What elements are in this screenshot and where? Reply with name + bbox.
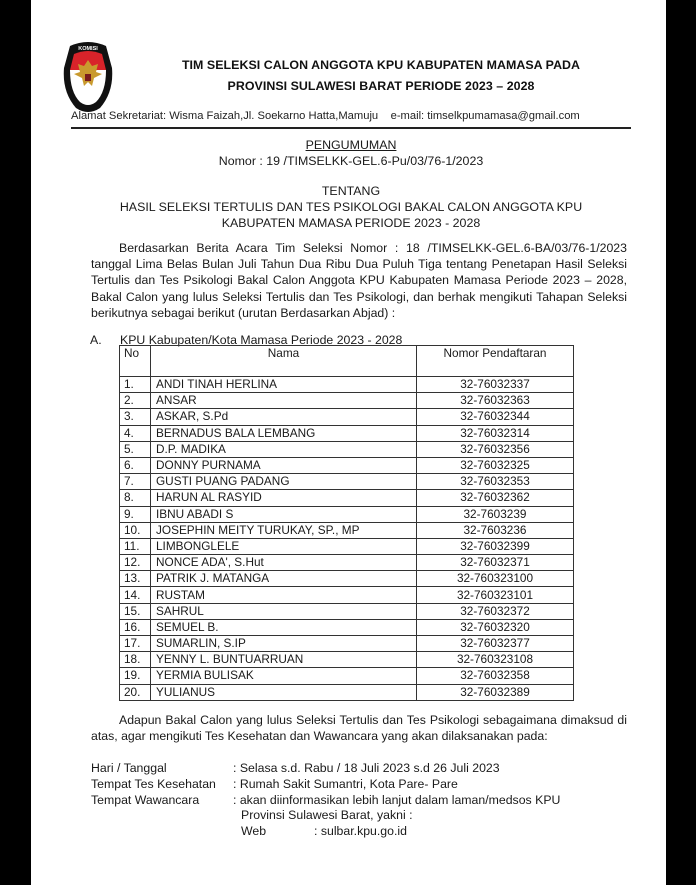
table-row — [120, 587, 574, 603]
registration-number: 32-76032389 — [417, 684, 574, 700]
announcement-subject-block — [71, 183, 631, 231]
table-row — [120, 425, 574, 441]
interview-value: : akan diinformasikan lebih lanjut dalam laman/medsos KPU — [233, 793, 561, 807]
candidate-name: PATRIK J. MATANGA — [151, 571, 417, 587]
health-test-value: : Rumah Sakit Sumantri, Kota Pare- Pare — [233, 777, 458, 791]
row-number: 3. — [120, 409, 151, 425]
table-row — [120, 441, 574, 457]
row-number: 13. — [120, 571, 151, 587]
announcement-heading: PENGUMUMAN — [305, 138, 397, 152]
candidate-name: JOSEPHIN MEITY TURUKAY, SP., MP — [151, 522, 417, 538]
candidate-name: RUSTAM — [151, 587, 417, 603]
web-line — [241, 824, 407, 838]
secretariat-address — [71, 110, 631, 122]
column-header-no: No — [120, 346, 151, 377]
row-number: 11. — [120, 538, 151, 554]
candidate-name: IBNU ABADI S — [151, 506, 417, 522]
web-value[interactable]: : sulbar.kpu.go.id — [314, 824, 407, 838]
letterhead-title — [141, 55, 621, 97]
registration-number: 32-76032358 — [417, 668, 574, 684]
row-number: 20. — [120, 684, 151, 700]
row-number: 19. — [120, 668, 151, 684]
kpu-logo-icon — [60, 40, 116, 116]
registration-number: 32-760323108 — [417, 652, 574, 668]
registration-number: 32-760323100 — [417, 571, 574, 587]
row-number: 8. — [120, 490, 151, 506]
candidate-name: HARUN AL RASYID — [151, 490, 417, 506]
row-number: 10. — [120, 522, 151, 538]
interview-continuation: Provinsi Sulawesi Barat, yakni : — [241, 808, 413, 822]
announcement-number: Nomor : 19 /TIMSELKK-GEL.6-Pu/03/76-1/2023 — [218, 154, 484, 168]
table-row — [120, 522, 574, 538]
table-row — [120, 377, 574, 393]
table-row — [120, 474, 574, 490]
header-divider — [71, 127, 631, 129]
row-number: 7. — [120, 474, 151, 490]
registration-number: 32-76032353 — [417, 474, 574, 490]
table-row — [120, 652, 574, 668]
schedule-health-test — [91, 776, 458, 792]
table-row — [120, 603, 574, 619]
registration-number: 32-76032356 — [417, 441, 574, 457]
candidate-name: NONCE ADA', S.Hut — [151, 555, 417, 571]
announcement-subject-line2: KABUPATEN MAMASA PERIODE 2023 - 2028 — [221, 216, 481, 230]
document-page — [31, 0, 666, 885]
schedule-interview — [91, 792, 560, 808]
row-number: 15. — [120, 603, 151, 619]
table-row — [120, 636, 574, 652]
registration-number: 32-76032363 — [417, 393, 574, 409]
announcement-heading-block — [71, 137, 631, 169]
table-row — [120, 684, 574, 700]
announcement-about: TENTANG — [321, 184, 381, 198]
row-number: 6. — [120, 457, 151, 473]
schedule-date-label: Hari / Tanggal — [91, 761, 167, 775]
row-number: 12. — [120, 555, 151, 571]
registration-number: 32-76032399 — [417, 538, 574, 554]
row-number: 4. — [120, 425, 151, 441]
column-header-name: Nama — [151, 346, 417, 377]
candidate-name: D.P. MADIKA — [151, 441, 417, 457]
registration-number: 32-76032314 — [417, 425, 574, 441]
candidate-name: SEMUEL B. — [151, 619, 417, 635]
letterhead-title-line1: TIM SELEKSI CALON ANGGOTA KPU KABUPATEN MAMASA PADA — [181, 58, 581, 72]
candidate-name: LIMBONGLELE — [151, 538, 417, 554]
registration-number: 32-76032325 — [417, 457, 574, 473]
candidate-name: BERNADUS BALA LEMBANG — [151, 425, 417, 441]
row-number: 9. — [120, 506, 151, 522]
table-header-row — [120, 346, 574, 377]
table-row — [120, 506, 574, 522]
candidate-name: SUMARLIN, S.IP — [151, 636, 417, 652]
registration-number: 32-76032377 — [417, 636, 574, 652]
registration-number: 32-76032362 — [417, 490, 574, 506]
schedule-date — [91, 760, 500, 776]
registration-number: 32-76032344 — [417, 409, 574, 425]
candidate-name: ASKAR, S.Pd — [151, 409, 417, 425]
web-label: Web — [241, 824, 267, 838]
candidate-name: YULIANUS — [151, 684, 417, 700]
logo-text-top: KOMISI — [78, 46, 98, 52]
announcement-subject-line1: HASIL SELEKSI TERTULIS DAN TES PSIKOLOGI BAKAL CALON ANGGOTA KPU — [119, 200, 583, 214]
candidate-name: ANSAR — [151, 393, 417, 409]
table-row — [120, 490, 574, 506]
candidate-name: GUSTI PUANG PADANG — [151, 474, 417, 490]
registration-number: 32-7603239 — [417, 506, 574, 522]
table-row — [120, 555, 574, 571]
row-number: 5. — [120, 441, 151, 457]
section-title: KPU Kabupaten/Kota Mamasa Periode 2023 - 2028 — [120, 333, 403, 347]
table-row — [120, 668, 574, 684]
registration-number: 32-7603236 — [417, 522, 574, 538]
registration-number: 32-760323101 — [417, 587, 574, 603]
registration-number: 32-76032320 — [417, 619, 574, 635]
table-row — [120, 538, 574, 554]
row-number: 1. — [120, 377, 151, 393]
registration-number: 32-76032372 — [417, 603, 574, 619]
email-text: e-mail: timselkpumamasa@gmail.com — [390, 110, 580, 122]
letterhead-title-line2: PROVINSI SULAWESI BARAT PERIODE 2023 – 2028 — [227, 79, 535, 93]
candidates-table — [119, 345, 574, 701]
table-row — [120, 619, 574, 635]
intro-paragraph: Berdasarkan Berita Acara Tim Seleksi Nomor : 18 /TIMSELKK-GEL.6-BA/03/76-1/2023 tanggal Lima Belas Bulan Juli Tahun Dua Ribu Dua Puluh Tiga tentang Penetapan Hasil Seleksi Tertulis dan Tes Psikologi Bakal Calon Anggota KPU Kabupaten Mamasa Periode 2023 – 2028, Bakal Calon yang lulus Seleksi Tertulis dan Tes Psikologi, dan berhak mengikuti Tahapan Seleksi berikutnya sebagai berikut (urutan Berdasarkan Abjad) : — [91, 241, 627, 320]
row-number: 17. — [120, 636, 151, 652]
section-letter: A. — [90, 333, 102, 347]
table-row — [120, 571, 574, 587]
closing-paragraph: Adapun Bakal Calon yang lulus Seleksi Tertulis dan Tes Psikologi sebagaimana dimaksud di atas, agar mengikuti Tes Kesehatan dan Wawancara yang akan dilaksanakan pada: — [91, 713, 627, 744]
candidate-name: YERMIA BULISAK — [151, 668, 417, 684]
registration-number: 32-76032371 — [417, 555, 574, 571]
row-number: 18. — [120, 652, 151, 668]
table-row — [120, 409, 574, 425]
candidate-name: DONNY PURNAMA — [151, 457, 417, 473]
candidate-name: SAHRUL — [151, 603, 417, 619]
table-row — [120, 457, 574, 473]
row-number: 16. — [120, 619, 151, 635]
health-test-label: Tempat Tes Kesehatan — [91, 777, 216, 791]
row-number: 14. — [120, 587, 151, 603]
address-text: Alamat Sekretariat: Wisma Faizah,Jl. Soekarno Hatta,Mamuju — [71, 110, 379, 122]
column-header-registration: Nomor Pendaftaran — [417, 346, 574, 377]
schedule-date-value: : Selasa s.d. Rabu / 18 Juli 2023 s.d 26 Juli 2023 — [233, 761, 500, 775]
row-number: 2. — [120, 393, 151, 409]
candidate-name: YENNY L. BUNTUARRUAN — [151, 652, 417, 668]
registration-number: 32-76032337 — [417, 377, 574, 393]
candidate-name: ANDI TINAH HERLINA — [151, 377, 417, 393]
table-row — [120, 393, 574, 409]
interview-label: Tempat Wawancara — [91, 793, 200, 807]
